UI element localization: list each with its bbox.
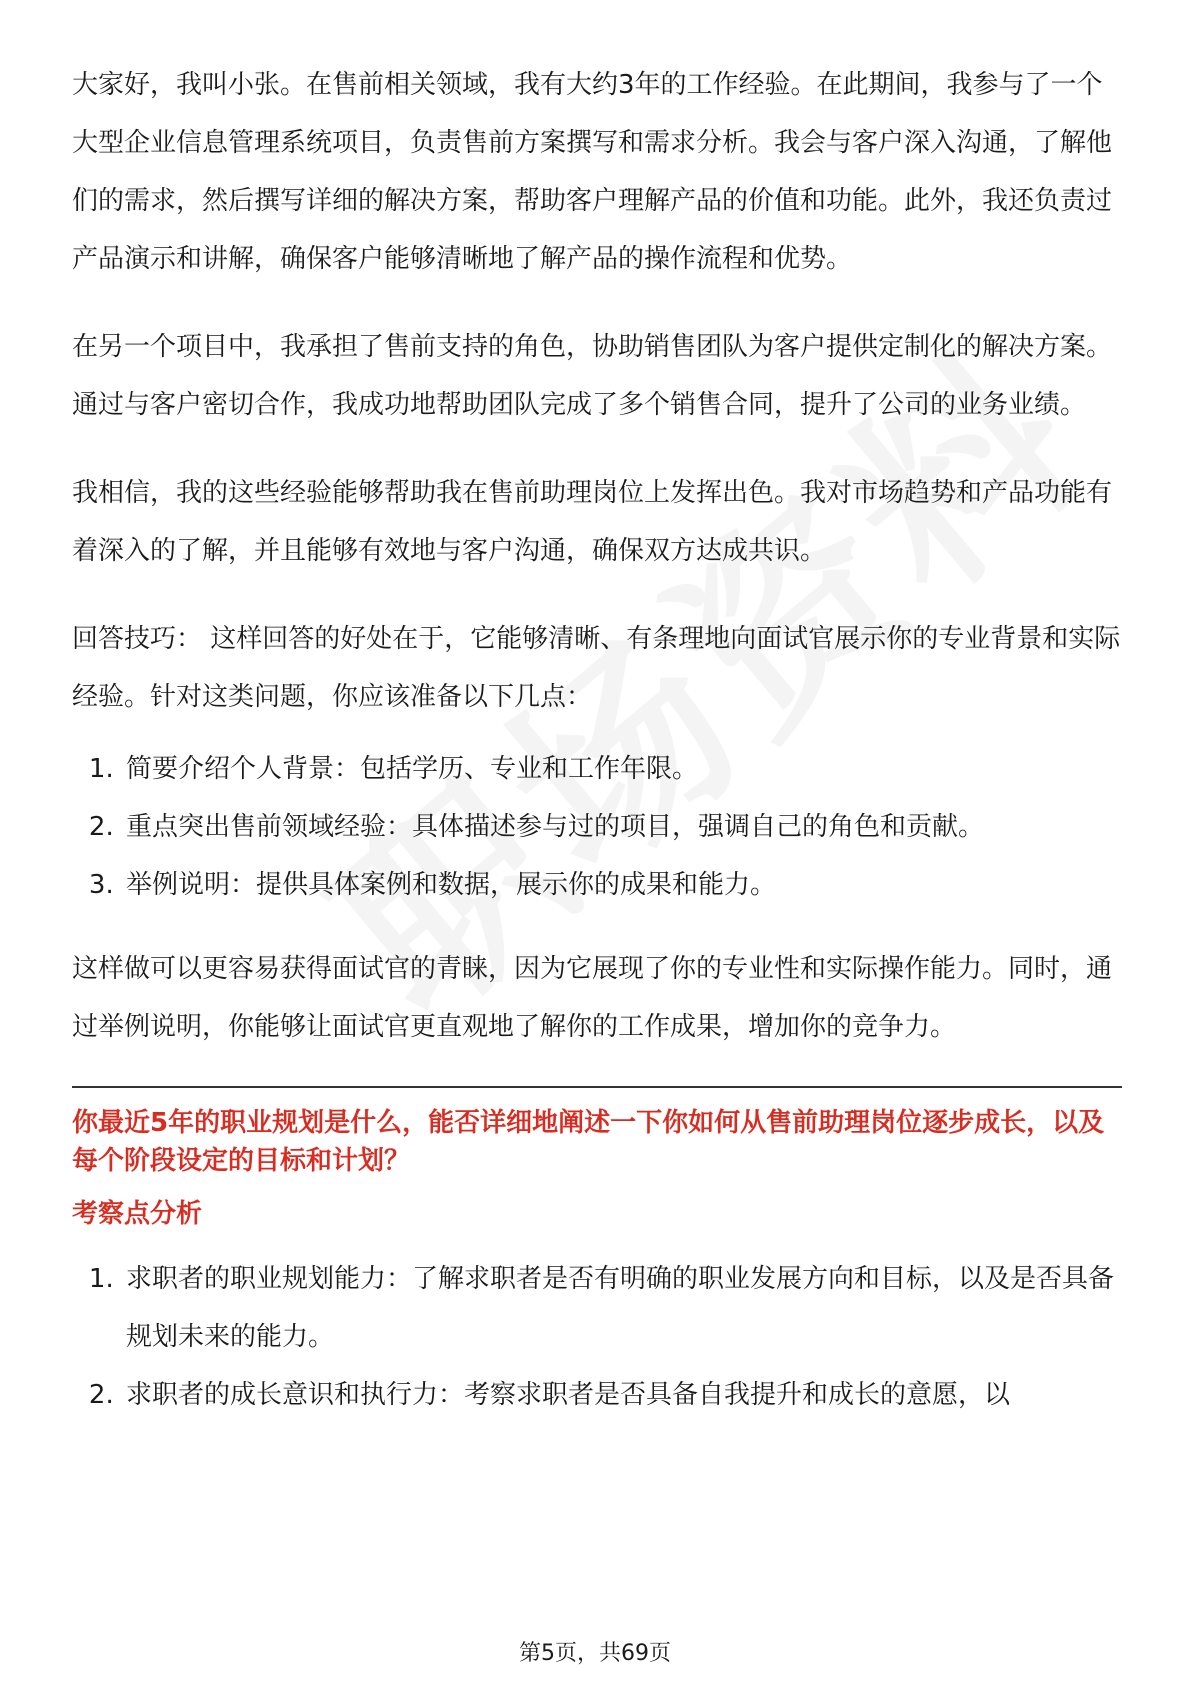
closing-paragraph: 这样做可以更容易获得面试官的青睐，因为它展现了你的专业性和实际操作能力。同时，通过举例说明，你能够让面试官更直观地了解你的工作成果，增加你的竞争力。	[72, 954, 1113, 1042]
page-number: 第5页，共69页	[519, 1641, 671, 1666]
analysis-heading: 考察点分析	[72, 1199, 203, 1229]
list-item: 1. 简要介绍个人背景：包括学历、专业和工作年限。	[122, 740, 1122, 798]
analysis-list	[72, 1250, 1122, 1424]
interview-question: 你最近5年的职业规划是什么，能否详细地阐述一下你如何从售前助理岗位逐步成长，以及每个阶段设定的目标和计划？	[72, 1108, 1105, 1176]
document-body	[72, 56, 1122, 1450]
list-item: 1. 求职者的职业规划能力：了解求职者是否有明确的职业发展方向和目标，以及是否具备规划未来的能力。	[122, 1250, 1122, 1366]
list-item: 3. 举例说明：提供具体案例和数据，展示你的成果和能力。	[122, 856, 1122, 914]
tips-list	[72, 740, 1122, 914]
belief-paragraph: 我相信，我的这些经验能够帮助我在售前助理岗位上发挥出色。我对市场趋势和产品功能有着深入的了解，并且能够有效地与客户沟通，确保双方达成共识。	[72, 478, 1113, 566]
project-paragraph: 在另一个项目中，我承担了售前支持的角色，协助销售团队为客户提供定制化的解决方案。通过与客户密切合作，我成功地帮助团队完成了多个销售合同，提升了公司的业务业绩。	[72, 332, 1113, 420]
intro-paragraph: 大家好，我叫小张。在售前相关领域，我有大约3年的工作经验。在此期间，我参与了一个大型企业信息管理系统项目，负责售前方案撰写和需求分析。我会与客户深入沟通，了解他们的需求，然后撰写详细的解决方案，帮助客户理解产品的价值和功能。此外，我还负责过产品演示和讲解，确保客户能够清晰地了解产品的操作流程和优势。	[72, 70, 1113, 274]
list-item: 2. 求职者的成长意识和执行力：考察求职者是否具备自我提升和成长的意愿，以	[122, 1366, 1122, 1424]
tips-intro-paragraph: 回答技巧： 这样回答的好处在于，它能够清晰、有条理地向面试官展示你的专业背景和实际经验。针对这类问题，你应该准备以下几点：	[72, 624, 1121, 712]
list-item: 2. 重点突出售前领域经验：具体描述参与过的项目，强调自己的角色和贡献。	[122, 798, 1122, 856]
section-divider	[72, 1086, 1122, 1088]
